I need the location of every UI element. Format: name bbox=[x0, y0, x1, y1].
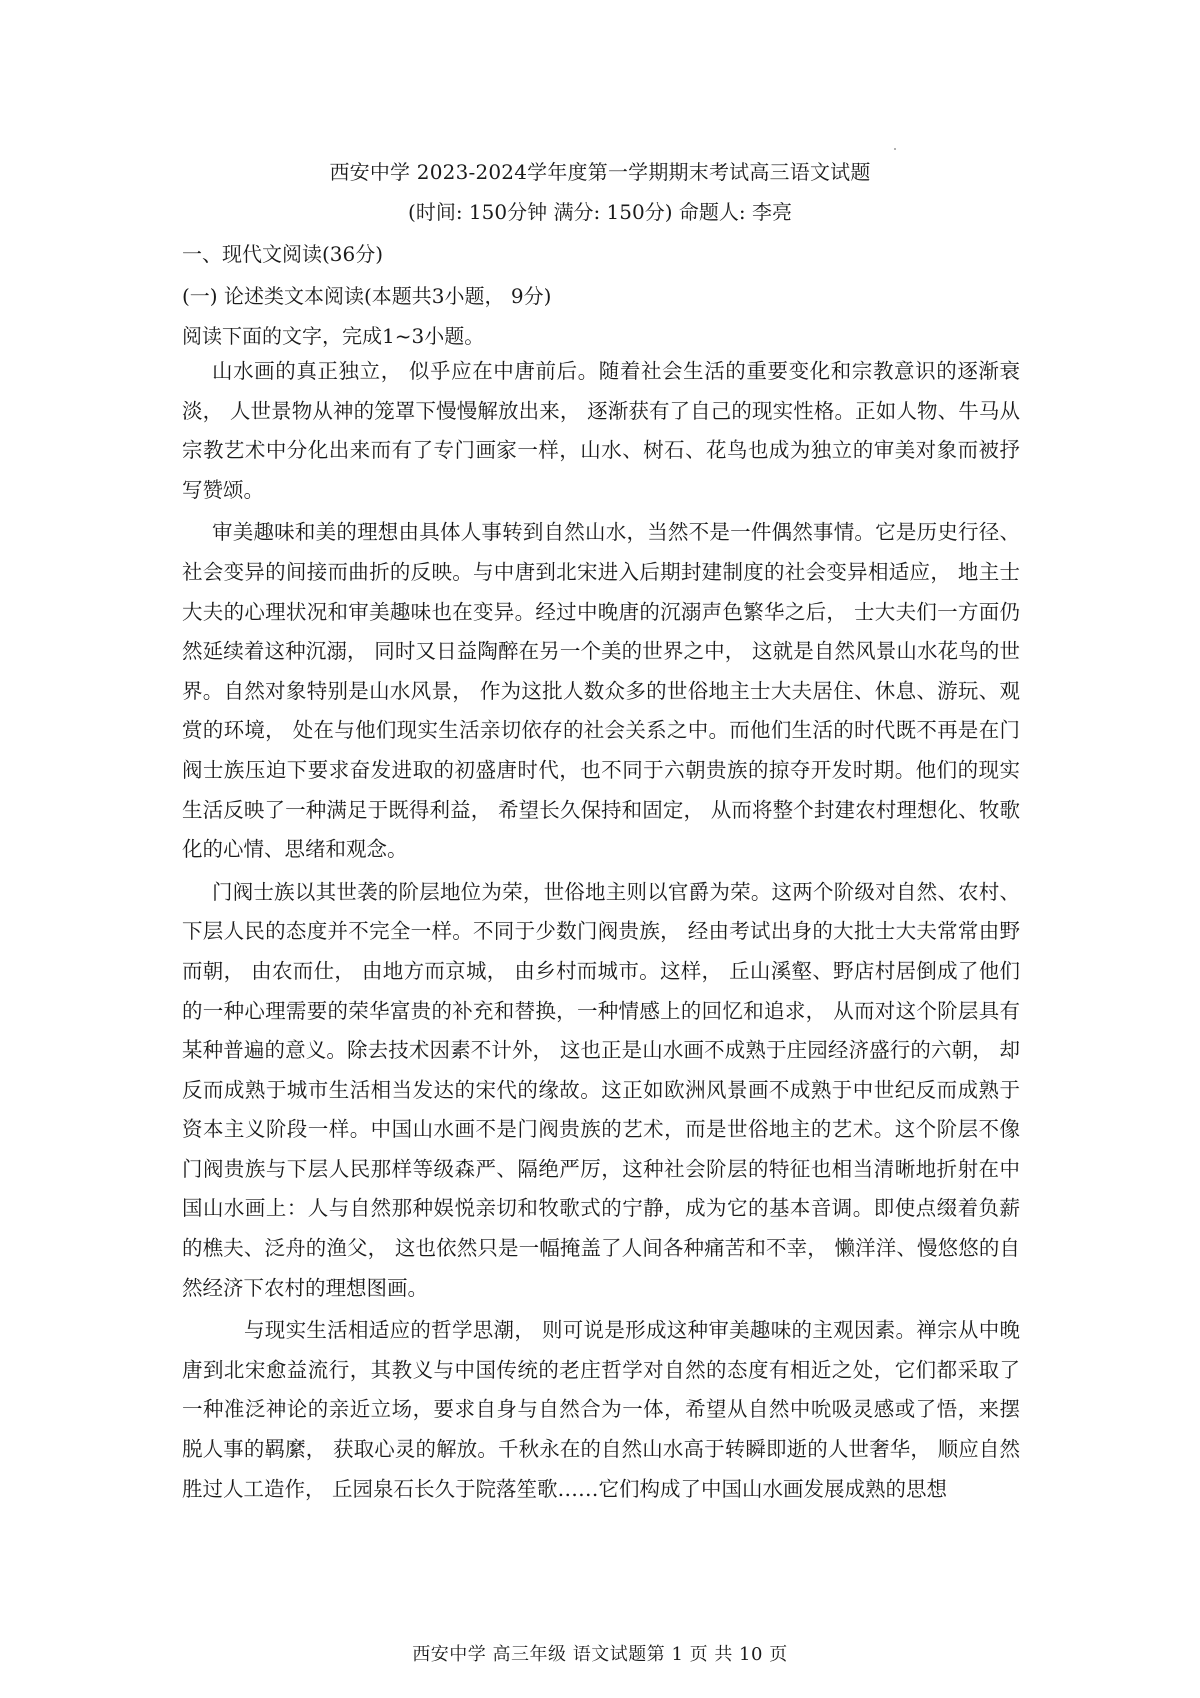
passage-paragraph-2: 审美趣味和美的理想由具体人事转到自然山水，当然不是一件偶然事情。它是历史行径、社会变异的间接而曲折的反映。与中唐到北宋进入后期封建制度的社会变异相适应， 地主士大夫的心理状况和审美趣味也在变异。经过中晚唐的沉溺声色繁华之后， 士大夫们一方面仍然延续着这种沉溺， 同时又日益陶醉在另一个美的世界之中， 这就是自然风景山水花鸟的世界。自然对象特别是山水风景， 作为这批人数众多的世俗地主士大夫居住、休息、游玩、观赏的环境， 处在与他们现实生活亲切依存的社会关系之中。而他们生活的时代既不再是在门阀士族压迫下要求奋发进取的初盛唐时代，也不同于六朝贵族的掠夺开发时期。他们的现实生活反映了一种满足于既得利益， 希望长久保持和固定， 从而将整个封建农村理想化、牧歌化的心情、思绪和观念。 bbox=[182, 520, 1020, 862]
passage-paragraph-4: 与现实生活相适应的哲学思潮， 则可说是形成这种审美趣味的主观因素。禅宗从中晚唐到北宋愈益流行，其教义与中国传统的老庄哲学对自然的态度有相近之处，它们都采取了一种准泛神论的亲近立场，要求自身与自然合为一体，希望从自然中吮吸灵感或了悟，来摆脱人事的羁縻， 获取心灵的解放。千秋永在的自然山水高于转瞬即逝的人世奢华， 顺应自然胜过人工造作， 丘园泉石长久于院落笙歌……它们构成了中国山水画发展成熟的思想 bbox=[182, 1318, 1020, 1501]
exam-subtitle: (时间: 150分钟 满分: 150分) 命题人: 李亮 bbox=[408, 200, 792, 224]
reading-passage bbox=[182, 352, 1020, 1512]
exam-title: 西安中学 2023-2024学年度第一学期期末考试高三语文试题 bbox=[329, 160, 871, 184]
passage-paragraph-3: 门阀士族以其世袭的阶层地位为荣，世俗地主则以官爵为荣。这两个阶级对自然、农村、下层人民的态度并不完全一样。不同于少数门阀贵族， 经由考试出身的大批士大夫常常由野而朝， 由农而仕， 由地方而京城， 由乡村而城市。这样， 丘山溪壑、野店村居倒成了他们的一种心理需要的荣华富贵的补充和替换，一种情感上的回忆和追求， 从而对这个阶层具有某种普遍的意义。除去技术因素不计外， 这也正是山水画不成熟于庄园经济盛行的六朝， 却反而成熟于城市生活相当发达的宋代的缘故。这正如欧洲风景画不成熟于中世纪反而成熟于资本主义阶段一样。中国山水画不是门阀贵族的艺术，而是世俗地主的艺术。这个阶层不像门阀贵族与下层人民那样等级森严、隔绝严厉，这种社会阶层的特征也相当清晰地折射在中国山水画上：人与自然那种娱悦亲切和牧歌式的宁静，成为它的基本音调。即使点缀着负薪的樵夫、泛舟的渔父， 这也依然只是一幅掩盖了人间各种痛苦和不幸， 懒洋洋、慢悠悠的自然经济下农村的理想图画。 bbox=[182, 879, 1020, 1300]
page-footer: 西安中学 高三年级 语文试题第 1 页 共 10 页 bbox=[412, 1644, 788, 1665]
scan-speck bbox=[894, 148, 896, 150]
section-heading-modern-reading: 一、现代文阅读(36分) bbox=[182, 242, 384, 266]
passage-paragraph-1: 山水画的真正独立， 似乎应在中唐前后。随着社会生活的重要变化和宗教意识的逐渐衰淡， 人世景物从神的笼罩下慢慢解放出来， 逐渐获有了自己的现实性格。正如人物、牛马从宗教艺术中分化出来而有了专门画家一样，山水、树石、花鸟也成为独立的审美对象而被抒写赞颂。 bbox=[182, 359, 1020, 502]
subsection-heading-argumentative: (一) 论述类文本阅读(本题共3小题， 9分) bbox=[182, 284, 552, 308]
reading-instruction: 阅读下面的文字，完成1~3小题。 bbox=[182, 324, 485, 348]
